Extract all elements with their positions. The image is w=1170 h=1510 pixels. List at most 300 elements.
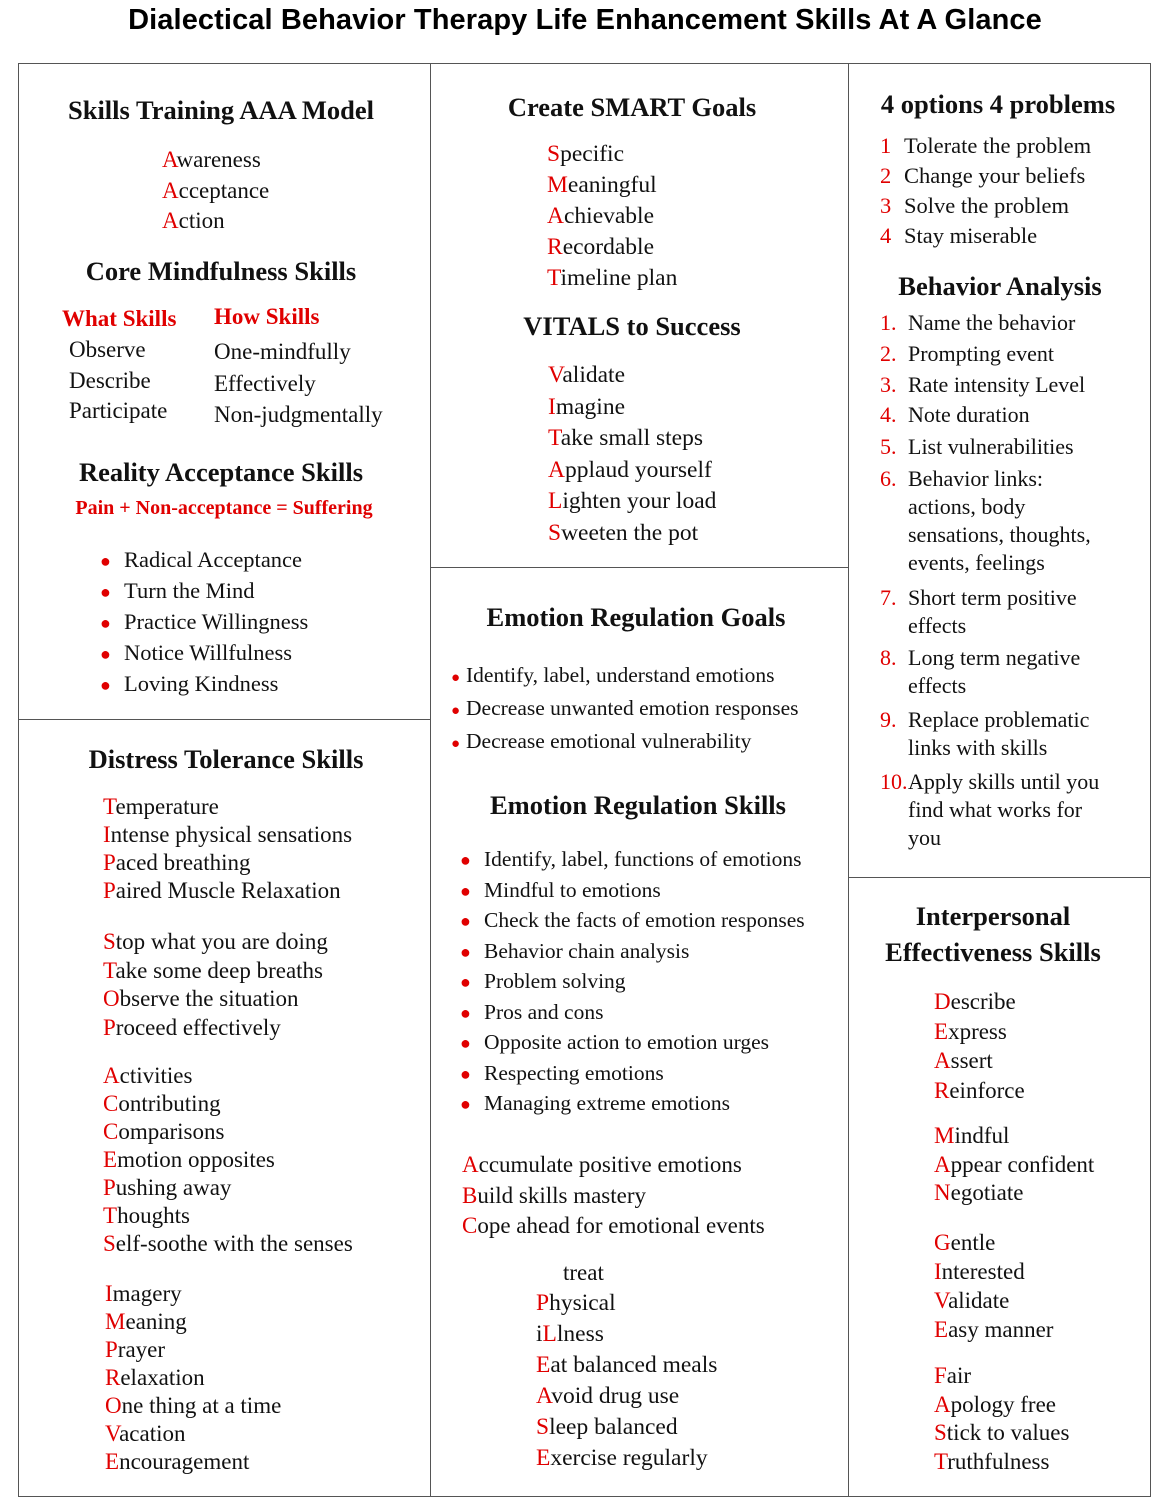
aaa-item xyxy=(162,176,269,207)
smart-item-text: chievable xyxy=(563,203,655,229)
interpersonal-item-text: asy manner xyxy=(948,1317,1054,1342)
analysis-number: 10. xyxy=(880,769,908,794)
aaa-item-initial: A xyxy=(162,208,179,233)
distress-item-text: houghts xyxy=(117,1203,190,1228)
distress-item-text: ntense physical sensations xyxy=(110,822,353,847)
er-goal-item-text: Decrease emotional vulnerability xyxy=(466,729,752,753)
analysis-item xyxy=(880,433,1099,461)
analysis-line: actions, body xyxy=(908,494,1026,519)
distress-item-text: ne thing at a time xyxy=(121,1393,282,1418)
er-skills-list xyxy=(460,845,805,1120)
er-skill-item xyxy=(460,1059,805,1090)
please-item xyxy=(536,1350,717,1381)
aaa-list xyxy=(162,145,269,237)
aaa-item xyxy=(162,145,269,176)
distress-item-text: motion opposites xyxy=(117,1147,275,1172)
analysis-line: Behavior links: xyxy=(908,466,1044,491)
distress-item-initial: A xyxy=(103,1063,120,1088)
please-item xyxy=(536,1443,717,1474)
er-skill-item xyxy=(460,998,805,1029)
distress-item xyxy=(103,928,328,957)
vitals-item xyxy=(548,392,716,424)
distress-item xyxy=(103,1014,328,1043)
interpersonal-item-text: entle xyxy=(950,1230,996,1255)
distress-item xyxy=(105,1448,281,1476)
analysis-number: 8. xyxy=(880,645,897,670)
reality-item-text: Loving Kindness xyxy=(124,671,279,696)
analysis-text xyxy=(908,433,1074,461)
bullet-icon: ● xyxy=(460,941,471,962)
distress-item-text: elaxation xyxy=(120,1365,205,1390)
please-item-initial: S xyxy=(536,1414,550,1440)
vitals-item-initial: T xyxy=(548,425,561,451)
analysis-item xyxy=(880,465,1099,577)
interpersonal-item-text: xpress xyxy=(948,1018,1007,1044)
analysis-item xyxy=(880,706,1099,762)
analysis-line: sensations, thoughts, xyxy=(908,522,1091,547)
aaa-item-text: ction xyxy=(178,208,225,233)
distress-item-initial: T xyxy=(103,957,116,983)
vitals-item xyxy=(548,486,716,518)
interpersonal-item-text: nterested xyxy=(941,1259,1025,1284)
option-text: Tolerate the problem xyxy=(904,133,1092,158)
bullet-icon: ● xyxy=(460,1033,471,1053)
distress-item-text: eaning xyxy=(125,1309,187,1334)
analysis-text xyxy=(908,340,1054,368)
option-item xyxy=(880,191,1091,221)
vitals-item-initial: S xyxy=(548,519,562,546)
option-text: Solve the problem xyxy=(904,193,1069,218)
please-item-text: xercise regularly xyxy=(550,1445,708,1471)
smart-item xyxy=(547,139,677,170)
please-item-prefix: i xyxy=(536,1321,543,1347)
please-item-text: void drug use xyxy=(551,1383,680,1409)
distress-item xyxy=(105,1420,281,1448)
er-skill-item-text: Identify, label, functions of emotions xyxy=(484,847,802,871)
abc-item-initial: A xyxy=(462,1152,479,1177)
bullet-icon: ● xyxy=(451,736,461,752)
er-goal-item xyxy=(451,693,799,726)
analysis-heading: Behavior Analysis xyxy=(898,271,1102,301)
distress-item xyxy=(103,957,328,986)
what-skill-item: Participate xyxy=(69,398,168,423)
analysis-line: events, feelings xyxy=(908,550,1045,575)
distress-item-text: ushing away xyxy=(115,1175,232,1200)
er-skill-item-text: Respecting emotions xyxy=(484,1060,664,1085)
er-skill-item xyxy=(460,1089,805,1120)
analysis-text xyxy=(908,465,1091,577)
interpersonal-heading-line1: Interpersonal xyxy=(915,901,1071,931)
er-goals-list xyxy=(451,660,799,759)
abc-item-text: ccumulate positive emotions xyxy=(478,1152,742,1177)
er-skill-item-text: Behavior chain analysis xyxy=(484,938,690,963)
vitals-item xyxy=(548,455,716,487)
please-item-text: at balanced meals xyxy=(550,1352,718,1378)
analysis-text xyxy=(908,401,1030,429)
vitals-item-initial: I xyxy=(548,393,556,420)
how-skills-list xyxy=(214,336,383,431)
distress-item xyxy=(103,1118,353,1146)
distress-item-initial: S xyxy=(103,929,116,954)
interpersonal-item-initial: G xyxy=(934,1230,951,1255)
aaa-item-initial: A xyxy=(162,177,179,203)
interpersonal-item xyxy=(934,1362,1069,1391)
distress-item-initial: P xyxy=(103,878,116,903)
what-skill-item: Observe xyxy=(69,337,146,362)
interpersonal-item xyxy=(934,1122,1094,1151)
distress-item xyxy=(103,1174,353,1202)
please-treat-label: treat xyxy=(563,1260,604,1285)
how-skill-item: One-mindfully xyxy=(214,339,351,364)
mindfulness-heading: Core Mindfulness Skills xyxy=(85,256,357,286)
option-text: Stay miserable xyxy=(904,223,1038,248)
smart-item-text: ecordable xyxy=(562,234,655,260)
abc-item xyxy=(462,1211,765,1242)
distress-item xyxy=(103,1230,353,1258)
analysis-number: 9. xyxy=(880,707,897,732)
distress-item-text: rayer xyxy=(117,1337,166,1362)
interpersonal-group-dear xyxy=(934,987,1025,1105)
distress-item-initial: C xyxy=(103,1091,119,1116)
analysis-list xyxy=(880,309,1099,852)
distress-item-initial: V xyxy=(105,1421,120,1446)
distress-group-accepts xyxy=(103,1062,353,1258)
er-skill-item-text: Managing extreme emotions xyxy=(484,1091,730,1115)
vitals-item-text: alidate xyxy=(562,362,626,388)
abc-item xyxy=(462,1181,765,1212)
distress-item-initial: P xyxy=(105,1337,118,1362)
vitals-item-initial: A xyxy=(548,456,565,483)
er-skill-item-text: Problem solving xyxy=(484,969,626,993)
vitals-item xyxy=(548,518,716,550)
analysis-item xyxy=(880,371,1099,399)
interpersonal-item-initial: A xyxy=(934,1151,951,1177)
distress-item-text: magery xyxy=(112,1281,182,1306)
analysis-line: Note duration xyxy=(908,402,1030,427)
interpersonal-group-fast xyxy=(934,1362,1069,1476)
interpersonal-item-text: indful xyxy=(954,1123,1010,1148)
smart-item xyxy=(547,170,677,201)
distress-item-initial: O xyxy=(103,986,120,1011)
analysis-line: Replace problematic xyxy=(908,707,1090,732)
interpersonal-item-initial: R xyxy=(934,1077,950,1103)
option-number: 3 xyxy=(880,193,892,218)
abc-item-text: ope ahead for emotional events xyxy=(477,1213,765,1238)
bullet-icon: ● xyxy=(460,880,471,901)
abc-item-initial: B xyxy=(462,1182,478,1208)
please-item xyxy=(536,1412,717,1443)
analysis-line: effects xyxy=(908,673,967,698)
analysis-number: 5. xyxy=(880,434,897,459)
analysis-line: you xyxy=(908,825,941,850)
analysis-line: Name the behavior xyxy=(908,310,1076,335)
option-number: 4 xyxy=(880,223,892,248)
analysis-item xyxy=(880,309,1099,337)
smart-item-initial: T xyxy=(547,265,561,291)
reality-item-text: Turn the Mind xyxy=(124,578,255,603)
smart-list xyxy=(547,139,677,294)
interpersonal-item xyxy=(934,1046,1025,1076)
analysis-text xyxy=(908,584,1077,640)
vitals-item-text: weeten the pot xyxy=(561,519,699,546)
er-goal-item xyxy=(451,660,799,693)
analysis-line: Long term negative xyxy=(908,645,1081,670)
interpersonal-item xyxy=(934,987,1025,1017)
what-skill-item: Describe xyxy=(69,367,151,393)
interpersonal-item-initial: I xyxy=(934,1259,942,1284)
what-skills-heading: What Skills xyxy=(62,306,177,331)
analysis-text xyxy=(908,768,1099,852)
please-item-initial: E xyxy=(536,1445,551,1471)
er-skill-item xyxy=(460,906,805,937)
distress-item xyxy=(105,1308,281,1336)
analysis-number: 6. xyxy=(880,466,897,491)
interpersonal-item-initial: D xyxy=(934,989,951,1014)
interpersonal-item-initial: S xyxy=(934,1420,947,1445)
bullet-icon: ● xyxy=(100,675,111,695)
distress-item-text: top what you are doing xyxy=(115,929,328,954)
suffering-formula: Pain + Non-acceptance = Suffering xyxy=(75,497,373,519)
interpersonal-item-initial: M xyxy=(934,1123,955,1148)
reality-item xyxy=(100,669,308,700)
interpersonal-item-initial: V xyxy=(934,1288,949,1313)
bullet-icon: ● xyxy=(460,1094,471,1114)
analysis-text xyxy=(908,371,1085,399)
er-skill-item-text: Check the facts of emotion responses xyxy=(484,908,805,932)
smart-item-text: pecific xyxy=(560,141,625,167)
distress-group-stop xyxy=(103,928,328,1042)
interpersonal-item-text: alidate xyxy=(948,1288,1010,1313)
distress-item-initial: P xyxy=(103,850,116,875)
analysis-line: Prompting event xyxy=(908,341,1055,366)
er-skill-item xyxy=(460,876,805,907)
er-goal-item-text: Identify, label, understand emotions xyxy=(466,663,775,687)
please-item-initial: A xyxy=(536,1383,552,1409)
row-divider-left xyxy=(18,719,430,720)
er-goal-item xyxy=(451,726,799,759)
analysis-text xyxy=(908,644,1080,700)
er-skill-item-text: Opposite action to emotion urges xyxy=(484,1030,770,1054)
please-item-initial: L xyxy=(542,1321,557,1347)
distress-item-text: acation xyxy=(119,1421,186,1446)
interpersonal-item-text: escribe xyxy=(950,989,1016,1014)
interpersonal-item xyxy=(934,1017,1025,1047)
distress-item-text: roceed effectively xyxy=(115,1014,281,1040)
interpersonal-item-initial: E xyxy=(934,1018,949,1044)
interpersonal-item-text: einforce xyxy=(949,1077,1025,1103)
smart-item-initial: S xyxy=(547,141,561,167)
bullet-icon: ● xyxy=(460,972,471,992)
aaa-heading: Skills Training AAA Model xyxy=(67,95,375,125)
analysis-item xyxy=(880,584,1099,640)
interpersonal-heading-line2: Effectiveness Skills xyxy=(885,937,1101,967)
vitals-item xyxy=(548,423,716,455)
analysis-number: 3. xyxy=(880,372,897,397)
please-item-initial: E xyxy=(536,1352,551,1378)
er-skill-item xyxy=(460,845,805,876)
please-item-text: leep balanced xyxy=(549,1414,678,1440)
distress-item xyxy=(105,1364,281,1392)
distress-item-initial: C xyxy=(103,1119,119,1144)
distress-item-initial: I xyxy=(105,1281,113,1306)
distress-item xyxy=(103,1202,353,1230)
reality-item-text: Radical Acceptance xyxy=(124,547,303,572)
aaa-item-initial: A xyxy=(162,147,177,172)
analysis-item xyxy=(880,401,1099,429)
distress-item xyxy=(103,1146,353,1174)
distress-group-tipp xyxy=(103,793,352,905)
er-skill-item xyxy=(460,967,805,998)
distress-item-text: bserve the situation xyxy=(119,986,299,1011)
interpersonal-item-text: egotiate xyxy=(950,1180,1024,1205)
interpersonal-item xyxy=(934,1448,1069,1477)
vitals-item-initial: L xyxy=(548,488,563,514)
interpersonal-group-man xyxy=(934,1122,1094,1208)
analysis-number: 7. xyxy=(880,585,897,610)
abc-item-initial: C xyxy=(462,1213,478,1238)
aaa-item-text: cceptance xyxy=(178,177,270,203)
vitals-item-initial: V xyxy=(548,362,563,388)
interpersonal-item xyxy=(934,1257,1053,1286)
interpersonal-item-initial: N xyxy=(934,1180,951,1205)
distress-item xyxy=(103,1062,353,1090)
distress-item-initial: S xyxy=(103,1231,116,1256)
please-item-initial: P xyxy=(536,1290,550,1316)
bullet-icon: ● xyxy=(460,850,471,870)
option-text: Change your beliefs xyxy=(904,163,1086,188)
aaa-item xyxy=(162,206,269,237)
distress-item-initial: I xyxy=(103,822,111,847)
reality-item xyxy=(100,607,308,638)
distress-heading: Distress Tolerance Skills xyxy=(88,744,364,774)
abc-item xyxy=(462,1150,765,1181)
smart-item-initial: A xyxy=(547,203,564,229)
distress-item-text: aired Muscle Relaxation xyxy=(115,878,341,903)
distress-item-text: ontributing xyxy=(118,1091,221,1116)
how-skills-heading: How Skills xyxy=(214,304,320,329)
options-list xyxy=(880,131,1091,251)
aaa-item-text: wareness xyxy=(176,147,261,172)
bullet-icon: ● xyxy=(100,582,111,602)
how-skill-item: Effectively xyxy=(214,370,316,396)
interpersonal-item xyxy=(934,1179,1094,1208)
please-item xyxy=(536,1319,717,1350)
row-divider-middle xyxy=(430,567,848,568)
bullet-icon: ● xyxy=(460,1063,471,1084)
distress-item xyxy=(105,1280,281,1308)
how-skill-item: Non-judgmentally xyxy=(214,402,383,427)
analysis-item xyxy=(880,644,1099,700)
distress-item-text: emperature xyxy=(115,794,219,819)
vitals-item-text: ake small steps xyxy=(560,425,703,451)
bullet-icon: ● xyxy=(100,551,111,571)
distress-item xyxy=(103,985,328,1014)
abc-list xyxy=(462,1150,765,1242)
please-item xyxy=(536,1288,717,1319)
analysis-line: Short term positive xyxy=(908,585,1077,610)
er-goals-heading: Emotion Regulation Goals xyxy=(486,602,786,632)
interpersonal-item-initial: A xyxy=(934,1048,951,1073)
er-skill-item-text: Mindful to emotions xyxy=(484,877,661,902)
analysis-line: effects xyxy=(908,613,967,638)
distress-item xyxy=(103,1090,353,1118)
options-heading: 4 options 4 problems xyxy=(880,89,1116,119)
bullet-icon: ● xyxy=(100,644,111,664)
distress-item-initial: M xyxy=(105,1309,126,1334)
reality-item xyxy=(100,545,308,576)
smart-item xyxy=(547,232,677,263)
please-item xyxy=(536,1381,717,1412)
interpersonal-item-initial: A xyxy=(934,1391,951,1417)
option-item xyxy=(880,131,1091,161)
reality-list xyxy=(100,545,308,700)
row-divider-right xyxy=(848,877,1151,878)
please-item-text: hysical xyxy=(549,1290,616,1316)
analysis-text xyxy=(908,706,1089,762)
analysis-item xyxy=(880,340,1099,368)
option-item xyxy=(880,161,1091,191)
option-item xyxy=(880,221,1091,251)
smart-item xyxy=(547,201,677,232)
interpersonal-item-text: air xyxy=(946,1363,972,1388)
reality-item xyxy=(100,638,308,669)
interpersonal-group-give xyxy=(934,1228,1053,1344)
bullet-icon: ● xyxy=(451,703,461,719)
distress-group-improve xyxy=(105,1280,281,1476)
interpersonal-item-text: pology free xyxy=(950,1391,1057,1417)
er-goal-item-text: Decrease unwanted emotion responses xyxy=(466,696,799,720)
distress-item-text: omparisons xyxy=(118,1119,225,1144)
interpersonal-item-text: tick to values xyxy=(946,1420,1070,1445)
distress-item-initial: E xyxy=(105,1449,120,1474)
abc-item-text: uild skills mastery xyxy=(477,1182,647,1208)
analysis-line: Rate intensity Level xyxy=(908,372,1086,397)
bullet-icon: ● xyxy=(460,911,471,931)
reality-heading: Reality Acceptance Skills xyxy=(78,457,364,487)
analysis-number: 2. xyxy=(880,341,897,366)
vitals-item-text: ighten your load xyxy=(562,488,717,514)
analysis-line: links with skills xyxy=(908,735,1048,760)
distress-item-initial: R xyxy=(105,1365,121,1390)
distress-item-text: aced breathing xyxy=(115,850,251,875)
distress-item xyxy=(103,821,352,849)
please-list xyxy=(536,1288,717,1474)
interpersonal-item xyxy=(934,1315,1053,1344)
interpersonal-item xyxy=(934,1151,1094,1180)
distress-item xyxy=(103,793,352,821)
interpersonal-item-initial: T xyxy=(934,1448,948,1474)
column-divider-left xyxy=(430,63,431,1497)
reality-item-text: Practice Willingness xyxy=(124,609,309,634)
analysis-number: 1. xyxy=(880,310,897,335)
analysis-line: find what works for xyxy=(908,797,1083,822)
smart-item xyxy=(547,263,677,294)
distress-item-initial: E xyxy=(103,1147,118,1172)
analysis-text xyxy=(908,309,1075,337)
distress-item-initial: T xyxy=(103,1203,118,1228)
interpersonal-item-text: ruthfulness xyxy=(947,1448,1050,1474)
interpersonal-item xyxy=(934,1419,1069,1448)
what-skills-list xyxy=(69,335,167,427)
distress-item-text: ake some deep breaths xyxy=(115,957,324,983)
smart-item-text: imeline plan xyxy=(560,265,678,291)
bullet-icon: ● xyxy=(460,1002,471,1023)
please-item-text: lness xyxy=(556,1321,604,1347)
interpersonal-item-text: ssert xyxy=(950,1048,993,1073)
option-number: 1 xyxy=(880,133,892,158)
smart-heading: Create SMART Goals xyxy=(507,92,757,122)
vitals-item-text: magine xyxy=(555,393,625,420)
